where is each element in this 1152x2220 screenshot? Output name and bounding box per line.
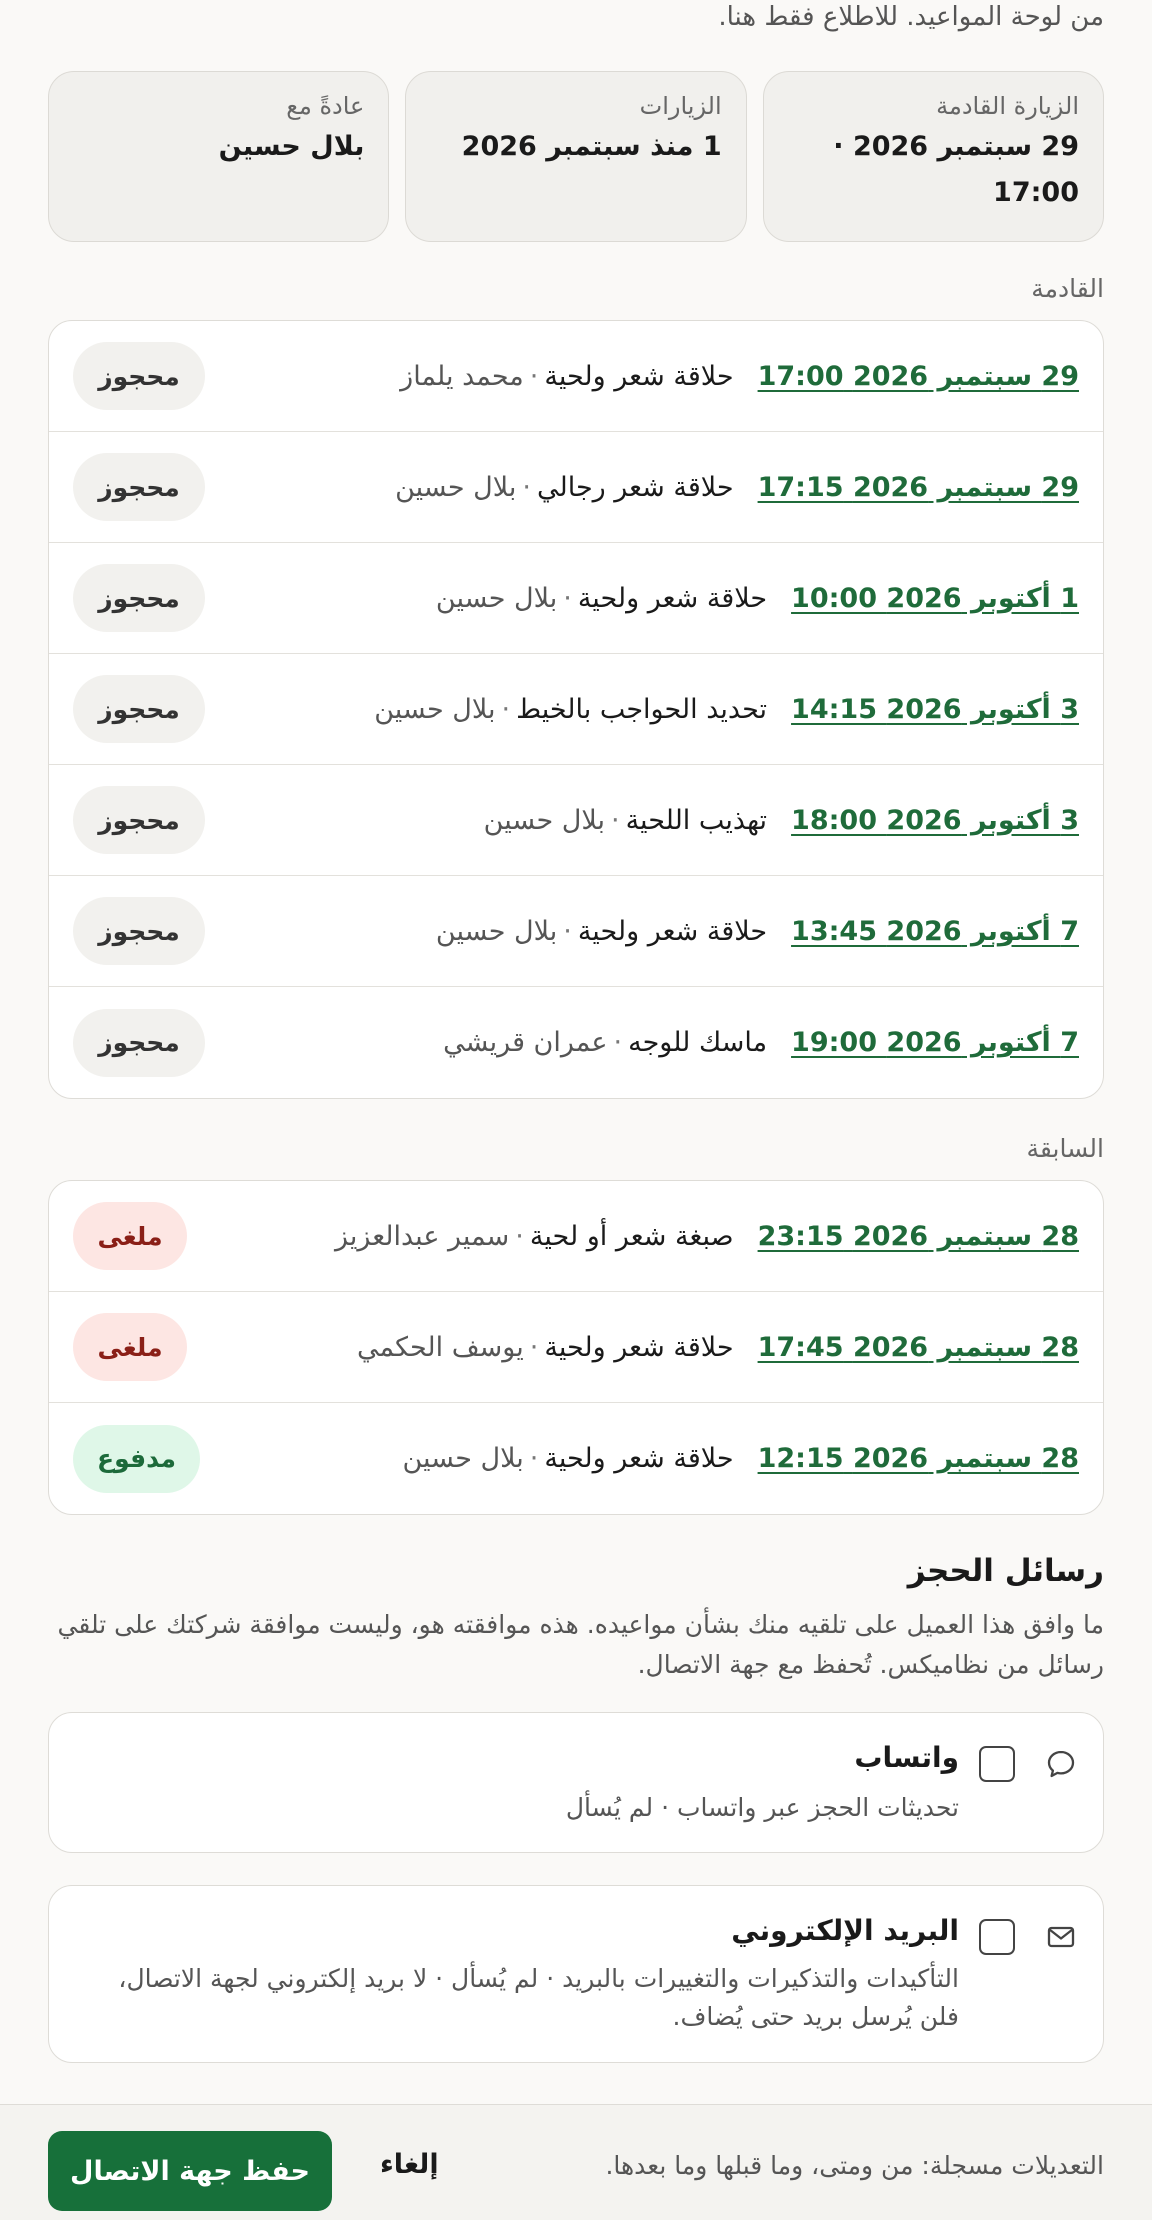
email-description: التأكيدات والتذكيرات والتغييرات بالبريد · لم يُسأل · لا بريد إلكتروني لجهة الاتصال، فلن يُرسل بريد حتى يُضاف.: [118, 1964, 959, 2031]
appointment-row: [49, 765, 1103, 876]
separator-dot: ·: [501, 693, 511, 725]
appointment-row: [49, 1292, 1103, 1403]
stats-row: [48, 71, 1104, 242]
stat-value: [788, 124, 1079, 216]
separator-dot: ·: [529, 360, 539, 392]
stat-usually-with: [48, 71, 389, 242]
separator-dot: ·: [613, 1027, 623, 1058]
stat-label: عادةً مع: [286, 92, 365, 120]
appointment-info: [357, 1332, 1079, 1363]
footer-bar: [0, 2104, 1152, 2220]
separator-dot: ·: [563, 915, 572, 947]
appointment-info: [335, 1221, 1079, 1252]
appointment-date-link[interactable]: 29 سبتمبر 2026 17:00: [757, 360, 1079, 392]
appointment-info: [402, 1443, 1079, 1474]
appointment-row: [49, 432, 1103, 543]
status-badge: محجوز: [73, 897, 205, 965]
status-badge: مدفوع: [73, 1425, 200, 1493]
appointment-info: [484, 805, 1079, 836]
separator-dot: ·: [529, 1331, 539, 1363]
stat-value: بلال حسين: [218, 131, 365, 162]
appointment-service: حلاقة شعر ولحية: [544, 1331, 734, 1363]
status-badge: محجوز: [73, 786, 205, 854]
status-badge: ملغى: [73, 1202, 187, 1270]
status-badge: ملغى: [73, 1313, 187, 1381]
upcoming-title: القادمة: [1031, 274, 1104, 303]
appointment-description: [402, 1443, 733, 1474]
appointment-row: [49, 1403, 1103, 1514]
appointment-date-link[interactable]: 1 أكتوبر 2026 10:00: [791, 582, 1079, 614]
stat-next-visit: [763, 71, 1104, 242]
appointment-service: حلاقة شعر ولحية: [544, 360, 734, 392]
appointment-date-link[interactable]: 7 أكتوبر 2026 13:45: [791, 915, 1079, 947]
appointment-staff: يوسف الحكمي: [356, 1331, 524, 1363]
appointment-description: [484, 805, 767, 836]
appointment-description: [357, 1332, 734, 1363]
appointment-info: [374, 694, 1079, 725]
appointment-row: [49, 321, 1103, 432]
appointment-staff: عمران قريشي: [443, 1027, 608, 1058]
appointment-date-link[interactable]: 28 سبتمبر 2026 17:45: [757, 1331, 1079, 1363]
appointment-row: [49, 987, 1103, 1098]
appointment-description: [395, 472, 734, 503]
whatsapp-card: [48, 1712, 1104, 1853]
appointment-service: صبغة شعر أو لحية: [529, 1220, 734, 1252]
appointment-date-link[interactable]: 3 أكتوبر 2026 18:00: [791, 804, 1079, 836]
email-checkbox[interactable]: [979, 1919, 1015, 1955]
appointment-service: حلاقة شعر ولحية: [577, 582, 768, 614]
stat-value-line1: 29 سبتمبر 2026 ·: [833, 131, 1079, 162]
appointment-service: تهذيب اللحية: [625, 804, 768, 836]
whatsapp-description: تحديثات الحجز عبر واتساب · لم يُسأل: [565, 1793, 959, 1822]
past-list: [48, 1180, 1104, 1515]
envelope-icon: [1043, 1919, 1079, 1955]
stat-value: 1 منذ سبتمبر 2026: [461, 131, 722, 162]
status-badge: محجوز: [73, 675, 205, 743]
separator-dot: ·: [563, 582, 572, 614]
appointment-info: [436, 916, 1079, 947]
appointment-date-link[interactable]: 7 أكتوبر 2026 19:00: [791, 1027, 1079, 1058]
messages-description: ما وافق هذا العميل على تلقيه منك بشأن مواعيده. هذه موافقته هو، وليست موافقة شركتك على تلقي رسائل من نظاميكس. تُحفظ مع جهة الاتصال.: [57, 1610, 1104, 1679]
status-badge: محجوز: [73, 342, 205, 410]
appointment-info: [400, 361, 1079, 392]
appointment-service: حلاقة شعر رجالي: [536, 471, 734, 503]
status-badge: محجوز: [73, 1009, 205, 1077]
appointment-description: [443, 1027, 767, 1058]
appointment-row: [49, 1181, 1103, 1292]
stat-visits: [405, 71, 746, 242]
appointment-service: ماسك للوجه: [628, 1027, 768, 1058]
email-title: البريد الإلكتروني: [731, 1914, 959, 1947]
appointment-staff: بلال حسين: [374, 693, 496, 725]
appointment-info: [436, 583, 1079, 614]
past-title: السابقة: [1026, 1134, 1104, 1163]
appointment-staff: بلال حسين: [435, 915, 558, 947]
stat-label: الزيارة القادمة: [936, 92, 1079, 120]
status-badge: محجوز: [73, 453, 205, 521]
save-contact-button[interactable]: حفظ جهة الاتصال: [48, 2131, 332, 2211]
appointment-description: [400, 361, 733, 392]
chat-bubble-icon: [1043, 1746, 1079, 1782]
whatsapp-title: واتساب: [854, 1741, 959, 1774]
separator-dot: ·: [529, 1443, 539, 1474]
appointment-description: [335, 1221, 734, 1252]
email-card: [48, 1885, 1104, 2063]
appointment-date-link[interactable]: 3 أكتوبر 2026 14:15: [791, 693, 1079, 725]
cancel-button[interactable]: إلغاء: [380, 2149, 439, 2180]
appointment-date-link[interactable]: 28 سبتمبر 2026 12:15: [757, 1443, 1079, 1474]
appointment-date-link[interactable]: 29 سبتمبر 2026 17:15: [757, 471, 1079, 503]
appointment-description: [374, 694, 767, 725]
appointment-service: تحديد الحواجب بالخيط: [516, 693, 768, 725]
stat-label: الزيارات: [639, 92, 722, 120]
whatsapp-checkbox[interactable]: [979, 1746, 1015, 1782]
appointment-staff: سمير عبدالعزيز: [334, 1220, 510, 1252]
appointment-row: [49, 543, 1103, 654]
intro-text: من لوحة المواعيد. للاطلاع فقط هنا.: [718, 2, 1104, 32]
appointment-staff: بلال حسين: [402, 1443, 524, 1474]
appointment-description: [436, 583, 767, 614]
appointment-row: [49, 654, 1103, 765]
separator-dot: ·: [610, 804, 620, 836]
appointment-row: [49, 876, 1103, 987]
appointment-service: حلاقة شعر ولحية: [544, 1443, 734, 1474]
appointment-service: حلاقة شعر ولحية: [577, 915, 768, 947]
appointment-staff: بلال حسين: [483, 804, 605, 836]
appointment-description: [436, 916, 767, 947]
separator-dot: ·: [522, 471, 531, 503]
appointment-date-link[interactable]: 28 سبتمبر 2026 23:15: [757, 1220, 1079, 1252]
appointment-staff: بلال حسين: [435, 582, 558, 614]
messages-title: رسائل الحجز: [907, 1553, 1104, 1589]
separator-dot: ·: [515, 1220, 524, 1252]
status-badge: محجوز: [73, 564, 205, 632]
appointment-staff: محمد يلماز: [400, 360, 524, 392]
appointment-info: [443, 1027, 1079, 1058]
stat-value-line2: 17:00: [993, 177, 1079, 208]
appointment-info: [395, 472, 1079, 503]
audit-note: التعديلات مسجلة: من ومتى، وما قبلها وما بعدها.: [605, 2151, 1104, 2180]
appointment-staff: بلال حسين: [395, 471, 517, 503]
upcoming-list: [48, 320, 1104, 1099]
